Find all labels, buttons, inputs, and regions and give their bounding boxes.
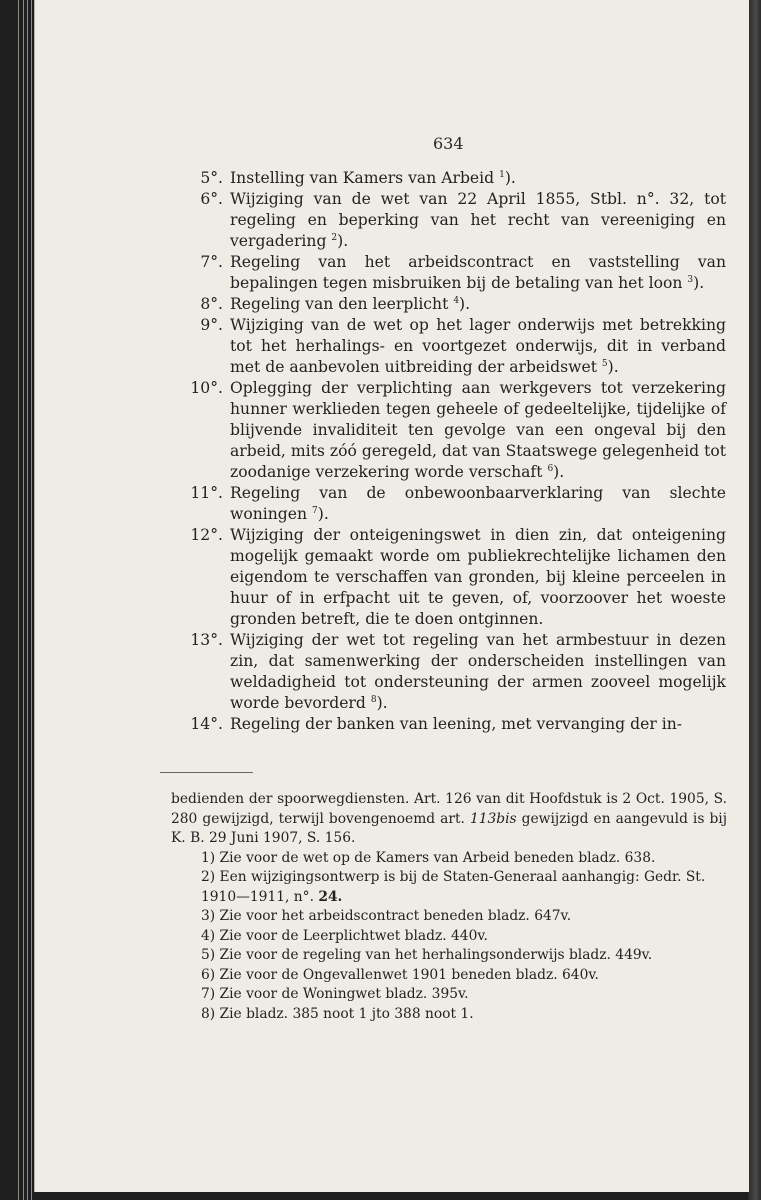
footnotes <box>171 790 727 1024</box>
list-item: 14°. Regeling der banken van leening, met vervanging der in- <box>190 715 683 733</box>
footnote: 8) Zie bladz. 385 noot 1 jto 388 noot 1. <box>201 1005 474 1022</box>
footnote: 1) Zie voor de wet op de Kamers van Arbeid beneden bladz. 638. <box>201 849 656 866</box>
list-item: 6°. Wijziging van de wet van 22 April 1855, Stbl. n°. 32, tot regeling en beperking van het recht van vereeniging en vergadering $^2$). <box>200 190 726 250</box>
list-item: 12°. Wijziging der onteigeningswet in dien zin, dat onteigening mogelijk gemaakt worde om publiekrechtelijke lichamen den eigendom te verschaffen van gronden, bij kleine perceelen in huur of in erfpacht uit te geven, of, voorzoover het woeste gronden betreft, die te doen ontginnen. <box>190 526 726 628</box>
footnote: 6) Zie voor de Ongevallenwet 1901 beneden bladz. 640v. <box>201 966 599 983</box>
footnote: 4) Zie voor de Leerplichtwet bladz. 440v. <box>201 927 488 944</box>
footnote: 2) Een wijzigingsontwerp is bij de Staten-Generaal aanhangig: Gedr. St. 1910—1911, n°. 24. <box>201 869 706 905</box>
footnote: 5) Zie voor de regeling van het herhalingsonderwijs bladz. 449v. <box>201 947 653 963</box>
right-page-edge <box>748 0 761 1200</box>
footnote: 3) Zie voor het arbeidscontract beneden bladz. 647v. <box>201 908 572 924</box>
list-item: 7°. Regeling van het arbeidscontract en vaststelling van bepalingen tegen misbruiken bij de betaling van het loon $^3$). <box>200 253 726 292</box>
list-item: 10°. Oplegging der verplichting aan werkgevers tot verzekering hunner werklieden tegen geheele of gedeeltelijke, tijdelijke of blijvende invaliditeit ten gevolge van een ongeval bij den arbeid, mits zóó geregeld, dat van Staatswege gelegenheid tot zoodanige verzekering worde verschaft $^6$). <box>190 379 726 481</box>
list-item: 5°. Instelling van Kamers van Arbeid $^1$). <box>200 169 516 187</box>
main-text <box>190 168 726 735</box>
footnote: 7) Zie voor de Woningwet bladz. 395v. <box>201 986 469 1002</box>
footnote-separator <box>160 772 253 773</box>
list-item: 11°. Regeling van de onbewoonbaarverklaring van slechte woningen $^7$). <box>190 484 726 523</box>
page-number: 634 <box>433 134 464 153</box>
list-item: 13°. Wijziging der wet tot regeling van het armbestuur in dezen zin, dat samenwerking der onderscheiden instellingen van weldadigheid tot ondersteuning der armen zooveel mogelijk worde bevorderd $^8$). <box>190 631 726 712</box>
list-item: 9°. Wijziging van de wet op het lager onderwijs met betrekking tot het herhalings- en voortgezet onderwijs, dit in verband met de aanbevolen uitbreiding der arbeidswet $^5$). <box>200 316 726 376</box>
footnote-continuation: bedienden der spoorwegdiensten. Art. 126 van dit Hoofdstuk is 2 Oct. 1905, S. 280 gewijzigd, terwijl bovengenoemd art. 113bis gewijzigd en aangevuld is bij K. B. 29 Juni 1907, S. 156. <box>171 791 727 846</box>
list-item: 8°. Regeling van den leerplicht $^4$). <box>200 295 471 313</box>
